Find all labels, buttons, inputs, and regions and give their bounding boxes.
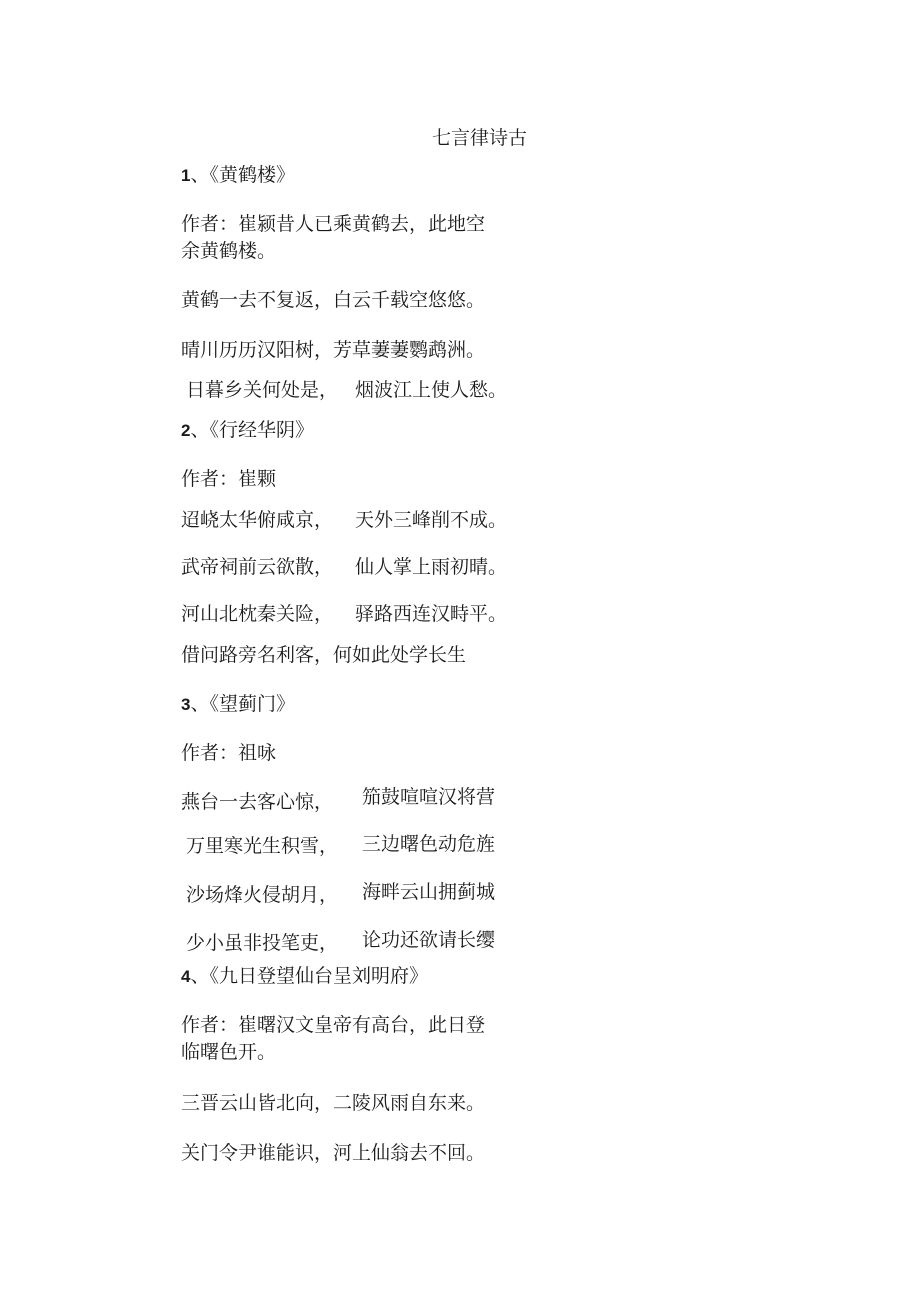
section-number: 4 xyxy=(181,967,191,986)
poem-line-right: 烟波江上使人愁。 xyxy=(355,379,508,401)
poem-line-right: 笳鼓喧喧汉将营 xyxy=(362,786,496,808)
poem-line-left: 日暮乡关何处是， xyxy=(186,379,339,401)
section-title: 、《望蓟门》 xyxy=(190,693,295,715)
section-heading-4 xyxy=(181,964,428,989)
section-heading-1 xyxy=(181,163,295,188)
poem-line-left: 少小虽非投笔吏， xyxy=(186,932,339,954)
poem-line-right: 三边曙色动危旌 xyxy=(362,833,496,855)
section-heading-3 xyxy=(181,692,295,717)
poem-line: 三晋云山皆北向，二陵风雨自东来。 xyxy=(181,1092,486,1114)
poem-line: 晴川历历汉阳树，芳草萋萋鹦鹉洲。 xyxy=(181,339,486,361)
poem-line: 关门令尹谁能识，河上仙翁去不回。 xyxy=(181,1142,486,1164)
poem-line-left: 武帝祠前云欲散， xyxy=(181,556,334,578)
section-title: 、《九日登望仙台呈刘明府》 xyxy=(190,965,428,987)
section-heading-2 xyxy=(181,418,314,443)
poem-line-left: 迢峣太华俯咸京， xyxy=(181,509,334,531)
poem-line-left: 万里寒光生积雪， xyxy=(186,835,339,857)
poem-line-right: 天外三峰削不成。 xyxy=(355,509,508,531)
author-line-continued: 余黄鹤楼。 xyxy=(181,240,277,262)
poem-line-left: 河山北枕秦关险， xyxy=(181,603,334,625)
poem-line: 借问路旁名利客，何如此处学长生 xyxy=(181,644,467,666)
poem-line-left: 沙场烽火侵胡月， xyxy=(186,884,339,906)
page-title: 七言律诗古 xyxy=(432,127,528,149)
poem-line-right: 驿路西连汉畤平。 xyxy=(355,603,508,625)
poem-line-right: 仙人掌上雨初晴。 xyxy=(355,556,508,578)
author-line-continued: 临曙色开。 xyxy=(181,1041,277,1063)
section-title: 、《黄鹤楼》 xyxy=(190,164,295,186)
section-number: 3 xyxy=(181,695,191,714)
section-number: 1 xyxy=(181,166,191,185)
poem-line-left: 燕台一去客心惊， xyxy=(181,791,334,813)
author-line: 作者：崔曙汉文皇帝有高台，此日登 xyxy=(181,1014,486,1036)
poem-line: 黄鹤一去不复返，白云千载空悠悠。 xyxy=(181,289,486,311)
poem-line-right: 论功还欲请长缨 xyxy=(362,929,496,951)
author-line: 作者：祖咏 xyxy=(181,742,277,764)
author-line: 作者：崔颍昔人已乘黄鹤去，此地空 xyxy=(181,213,486,235)
poem-line-right: 海畔云山拥蓟城 xyxy=(362,881,496,903)
section-title: 、《行经华阴》 xyxy=(190,419,314,441)
section-number: 2 xyxy=(181,421,191,440)
author-line: 作者：崔颗 xyxy=(181,468,277,490)
